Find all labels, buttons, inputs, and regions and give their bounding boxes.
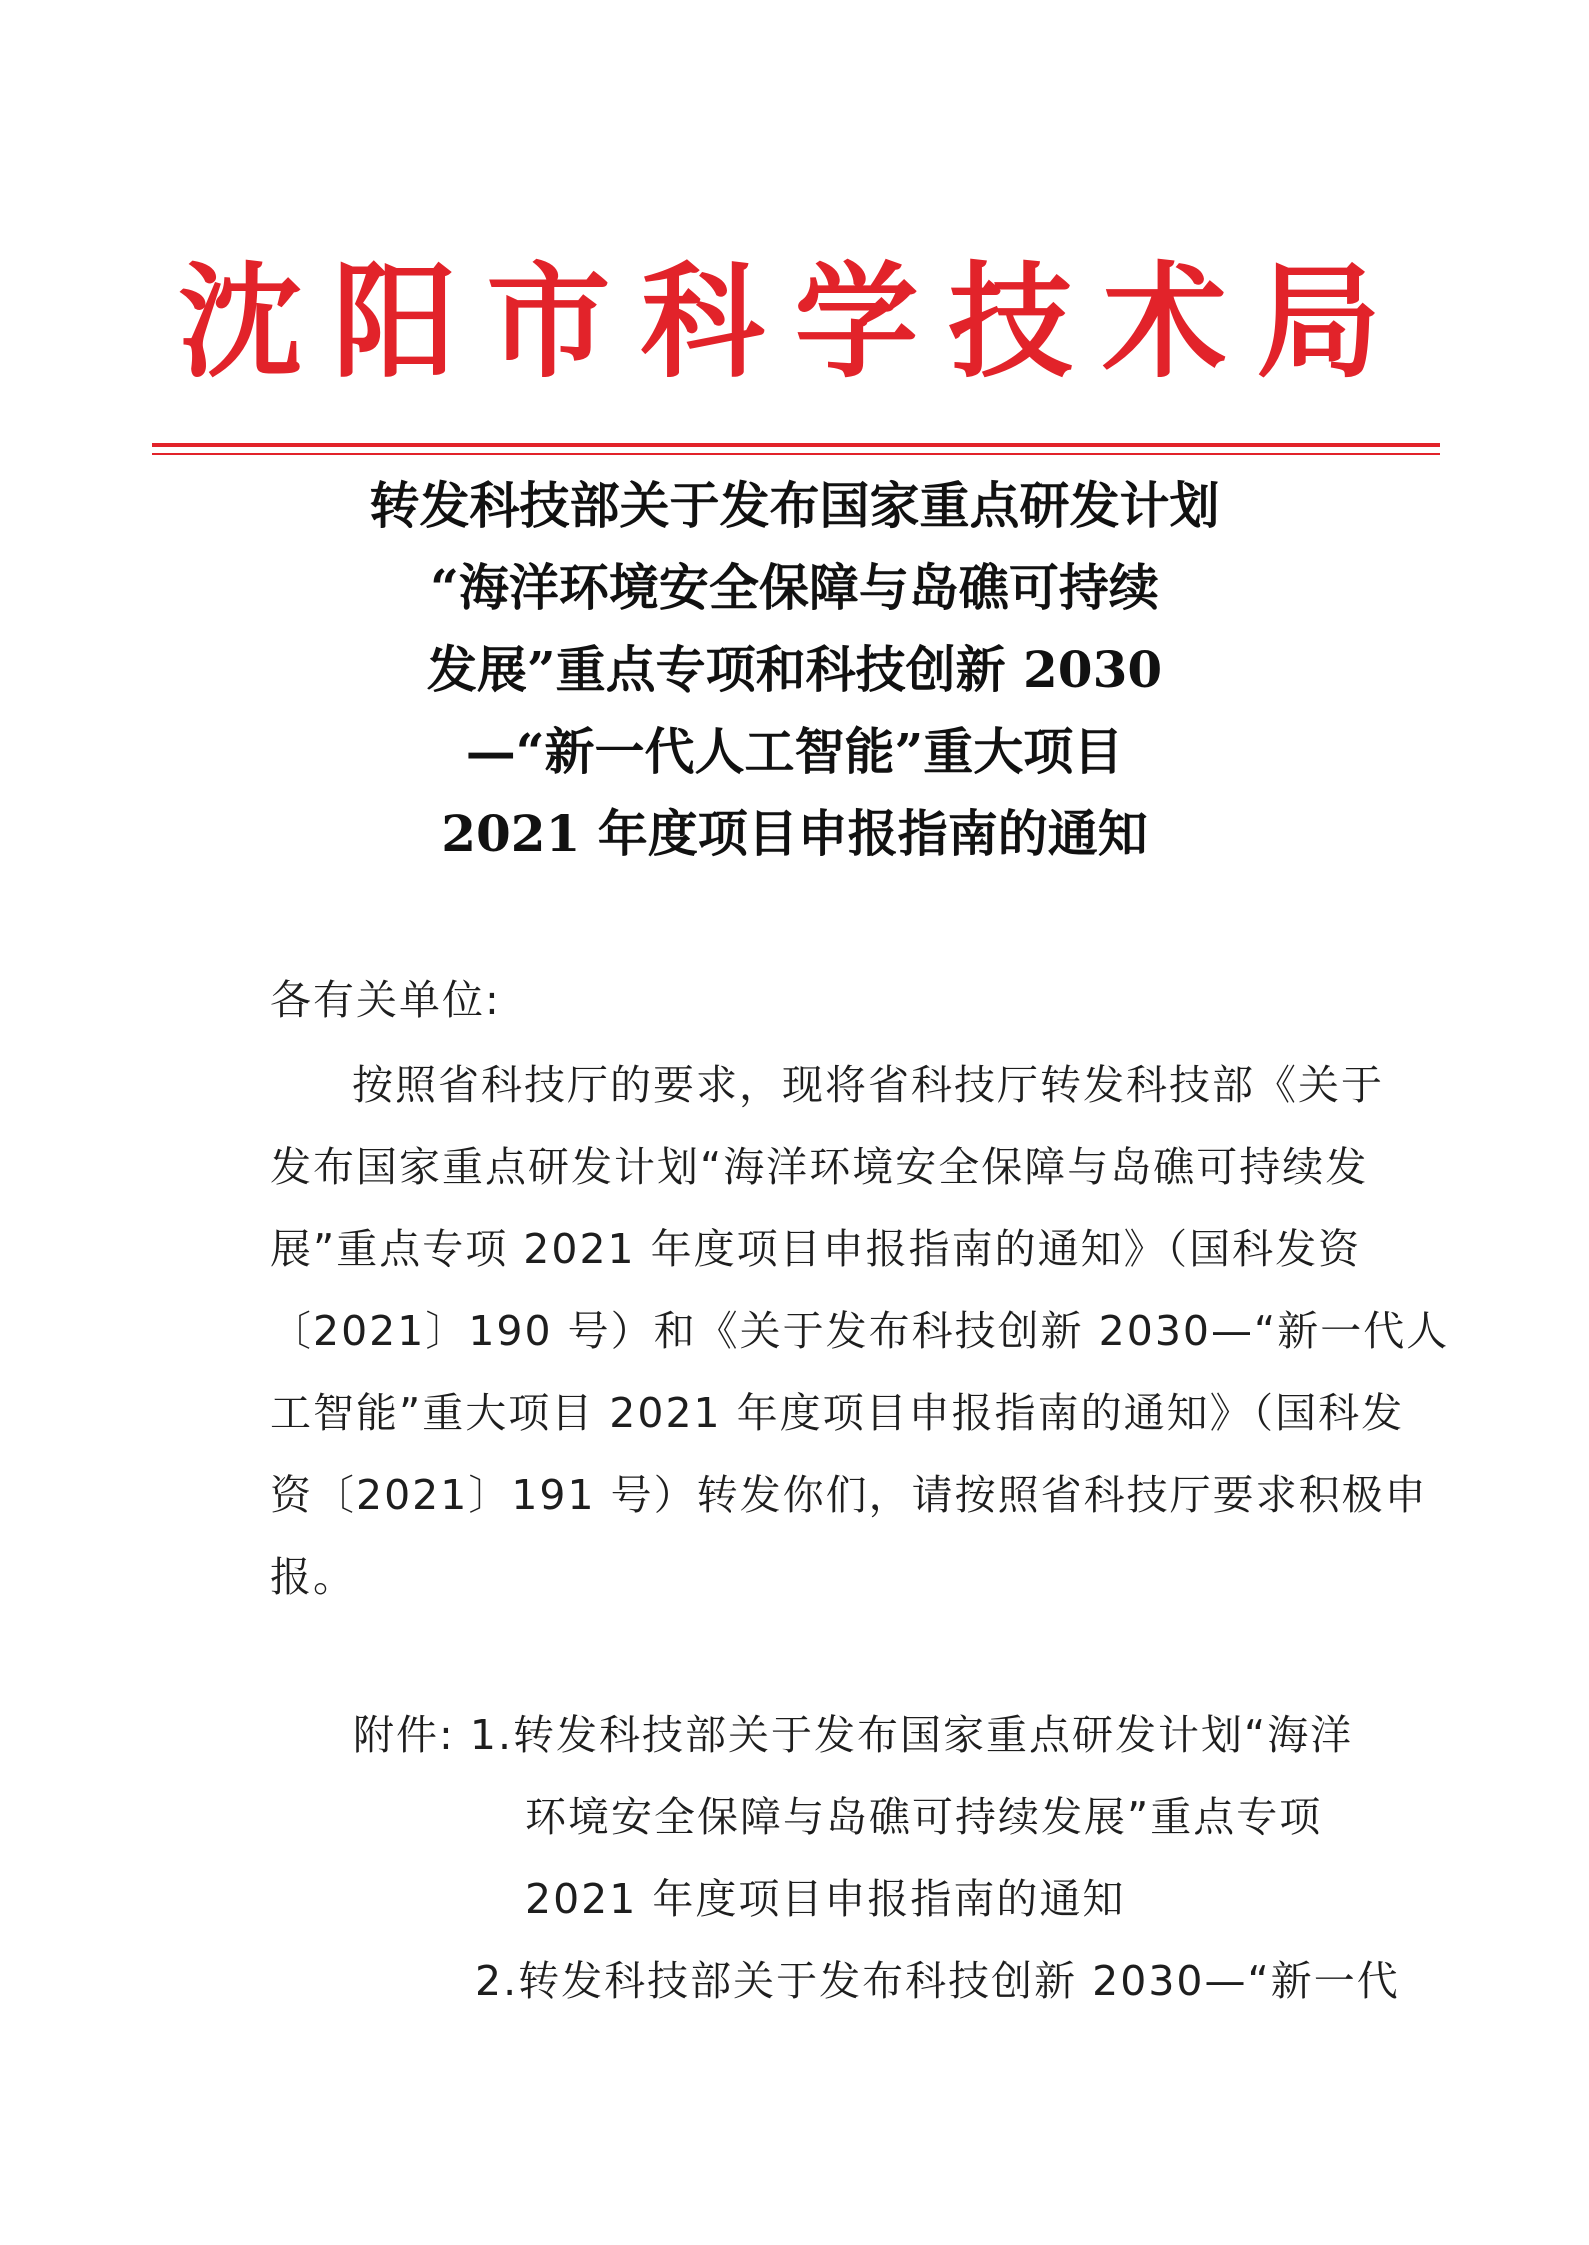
title-line: 2021 年度项目申报指南的通知 xyxy=(441,804,1148,863)
letterhead-org-name: 沈阳市科学技术局 xyxy=(178,250,1411,395)
body-line: 发布国家重点研发计划“海洋环境安全保障与岛礁可持续发 xyxy=(270,1143,1369,1191)
body-line: 资〔2021〕191 号）转发你们，请按照省科技厅要求积极申 xyxy=(270,1471,1428,1519)
attachment-item-2: 2.转发科技部关于发布科技创新 2030—“新一代 xyxy=(475,1957,1400,2005)
letterhead-red-rule-thin xyxy=(152,453,1440,455)
body-paragraph xyxy=(270,1044,1450,1618)
body-line: 报。 xyxy=(270,1553,356,1601)
body-line: 展”重点专项 2021 年度项目申报指南的通知》（国科发资 xyxy=(270,1225,1362,1273)
letterhead-red-rule xyxy=(152,443,1440,447)
salutation: 各有关单位: xyxy=(270,976,501,1024)
title-line: —“新一代人工智能”重大项目 xyxy=(465,722,1124,781)
body-line: 按照省科技厅的要求，现将省科技厅转发科技部《关于 xyxy=(352,1061,1384,1109)
body-line: 〔2021〕190 号）和《关于发布科技创新 2030—“新一代人 xyxy=(270,1307,1450,1355)
title-line: “海洋环境安全保障与岛礁可持续 xyxy=(430,558,1159,617)
body-line: 工智能”重大项目 2021 年度项目申报指南的通知》（国科发 xyxy=(270,1389,1405,1437)
attachments-section xyxy=(353,1694,1400,2022)
title-line: 发展”重点专项和科技创新 2030 xyxy=(426,640,1163,699)
attachments-label: 附件: xyxy=(353,1711,455,1759)
title-line: 转发科技部关于发布国家重点研发计划 xyxy=(369,476,1220,535)
document-title xyxy=(0,465,1589,875)
attachment-line: 环境安全保障与岛礁可持续发展”重点专项 xyxy=(525,1793,1323,1841)
attachment-item-1 xyxy=(353,1694,1400,1776)
attachment-line: 2021 年度项目申报指南的通知 xyxy=(525,1875,1126,1923)
attachment-line: 1.转发科技部关于发布国家重点研发计划“海洋 xyxy=(469,1711,1354,1759)
